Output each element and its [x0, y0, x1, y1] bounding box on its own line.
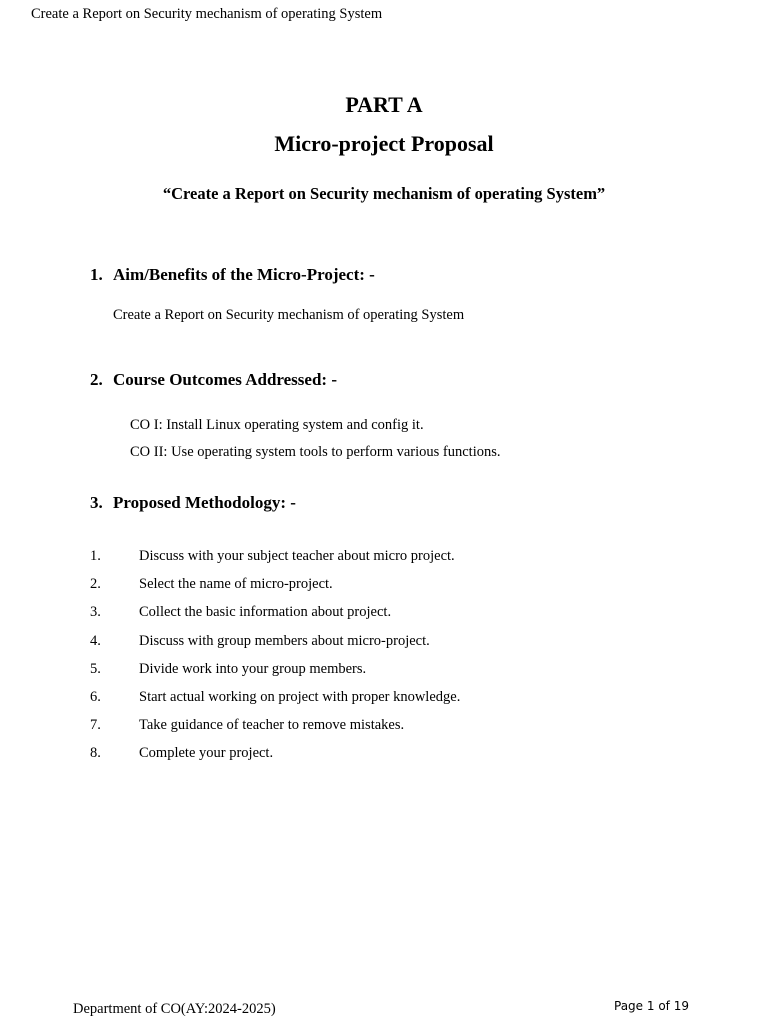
- section-number: 3.: [90, 493, 103, 512]
- list-item: [90, 716, 460, 744]
- list-item: [90, 744, 460, 772]
- footer-page-number: Page 1 of 19: [614, 999, 689, 1013]
- list-item-text: Discuss with group members about micro-project.: [139, 632, 430, 649]
- list-item-text: Discuss with your subject teacher about micro project.: [139, 548, 455, 564]
- list-item-number: 4.: [90, 632, 101, 649]
- list-item: [90, 660, 460, 688]
- running-header: Create a Report on Security mechanism of operating System: [31, 6, 383, 22]
- section-title: Course Outcomes Addressed: -: [113, 370, 337, 389]
- list-item-number: 7.: [90, 717, 101, 734]
- section-heading-course-outcomes: [90, 370, 337, 390]
- list-item: [90, 575, 460, 603]
- aim-text: Create a Report on Security mechanism of operating System: [113, 307, 465, 323]
- list-item-number: 5.: [90, 660, 101, 677]
- list-item-text: Select the name of micro-project.: [139, 576, 333, 593]
- methodology-list: [90, 547, 460, 773]
- list-item: [90, 547, 460, 575]
- course-outcome-item: CO I: Install Linux operating system and config it.: [130, 417, 424, 433]
- list-item-number: 8.: [90, 745, 101, 762]
- section-title: Aim/Benefits of the Micro-Project: -: [113, 265, 375, 284]
- list-item: [90, 603, 460, 631]
- list-item-number: 6.: [90, 688, 101, 705]
- part-title: PART A: [345, 92, 423, 117]
- list-item-text: Start actual working on project with proper knowledge.: [139, 688, 461, 705]
- list-item-text: Collect the basic information about project.: [139, 604, 392, 621]
- section-title: Proposed Methodology: -: [113, 493, 296, 512]
- proposal-title: Micro-project Proposal: [274, 131, 494, 156]
- section-number: 1.: [90, 265, 103, 284]
- section-number: 2.: [90, 370, 103, 389]
- course-outcome-item: CO II: Use operating system tools to perform various functions.: [130, 444, 501, 460]
- section-heading-methodology: [90, 493, 296, 513]
- project-title-quote: “Create a Report on Security mechanism of operating System”: [162, 184, 606, 203]
- list-item: [90, 688, 460, 716]
- list-item-text: Divide work into your group members.: [139, 660, 367, 677]
- footer-department: Department of CO(AY:2024-2025): [73, 1001, 276, 1017]
- list-item-text: Take guidance of teacher to remove mistakes.: [139, 717, 405, 734]
- list-item-number: 3.: [90, 604, 101, 621]
- list-item-number: 2.: [90, 576, 101, 593]
- section-heading-aim: [90, 265, 375, 285]
- list-item-text: Complete your project.: [139, 745, 274, 762]
- list-item-number: 1.: [90, 548, 101, 564]
- list-item: [90, 632, 460, 660]
